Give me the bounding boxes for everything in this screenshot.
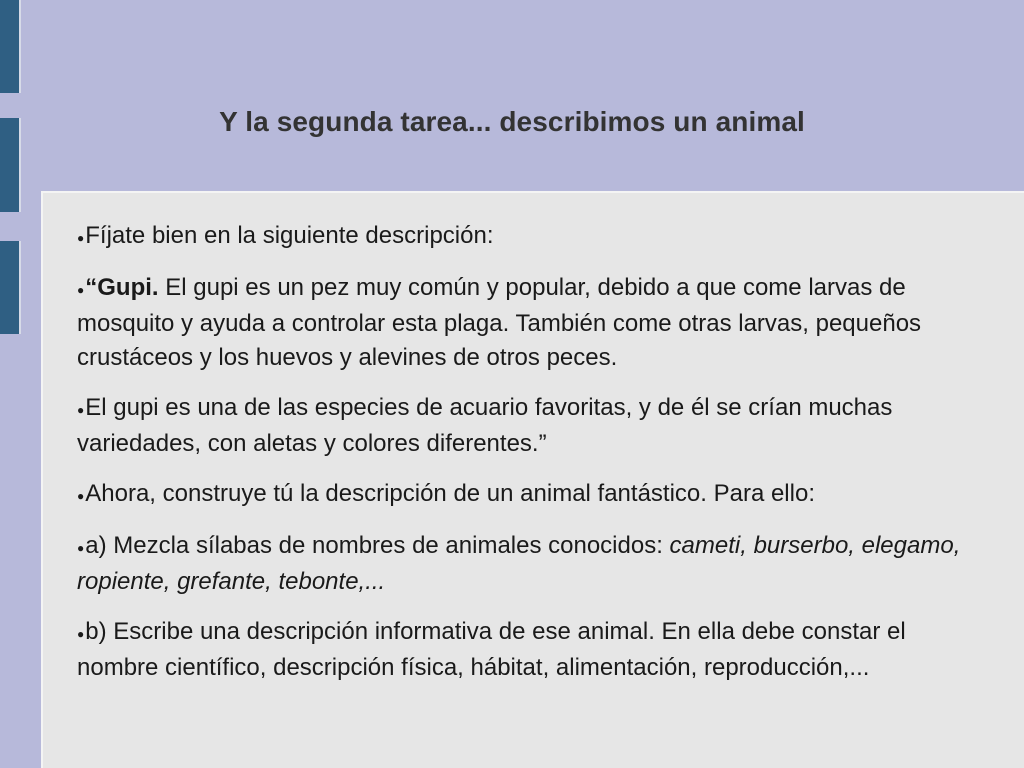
list-item-gupi-description (77, 271, 977, 375)
list-item-step-b (77, 615, 977, 685)
content-panel (41, 191, 1024, 768)
decorative-side-bar-top (0, 0, 21, 93)
list-item-task (77, 477, 977, 513)
list-item-text: a) Mezcla sílabas de nombres de animales conocidos: (85, 532, 670, 559)
bullet-icon: ● (77, 231, 85, 245)
gupi-title: “Gupi. (85, 274, 159, 301)
list-item-text: Fíjate bien en la siguiente descripción: (85, 222, 494, 249)
list-item-text: El gupi es una de las especies de acuario favoritas, y de él se crían muchas variedades, con aletas y colores diferentes.” (77, 394, 893, 457)
list-item-instruction (77, 219, 977, 255)
list-item-text: El gupi es un pez muy común y popular, debido a que come larvas de mosquito y ayuda a controlar esta plaga. También come otras larvas, pequeños crustáceos y los huevos y alevines de otros peces. (77, 274, 922, 371)
content-list (77, 219, 977, 701)
bullet-icon: ● (77, 403, 85, 417)
example-names: cameti, burserbo, elegamo, ropiente, grefante, tebonte,... (77, 532, 961, 595)
bullet-icon: ● (77, 283, 85, 297)
bullet-icon: ● (77, 541, 85, 555)
list-item-text: b) Escribe una descripción informativa de ese animal. En ella debe constar el nombre científico, descripción física, hábitat, alimentación, reproducción,... (77, 618, 906, 681)
bullet-icon: ● (77, 627, 85, 641)
list-item-text: Ahora, construye tú la descripción de un animal fantástico. Para ello: (85, 480, 815, 507)
list-item-step-a (77, 529, 977, 599)
bullet-icon: ● (77, 489, 85, 503)
decorative-side-bar-bottom (0, 241, 21, 334)
list-item-gupi-aquarium (77, 391, 977, 461)
slide-title: Y la segunda tarea... describimos un animal (219, 106, 805, 137)
